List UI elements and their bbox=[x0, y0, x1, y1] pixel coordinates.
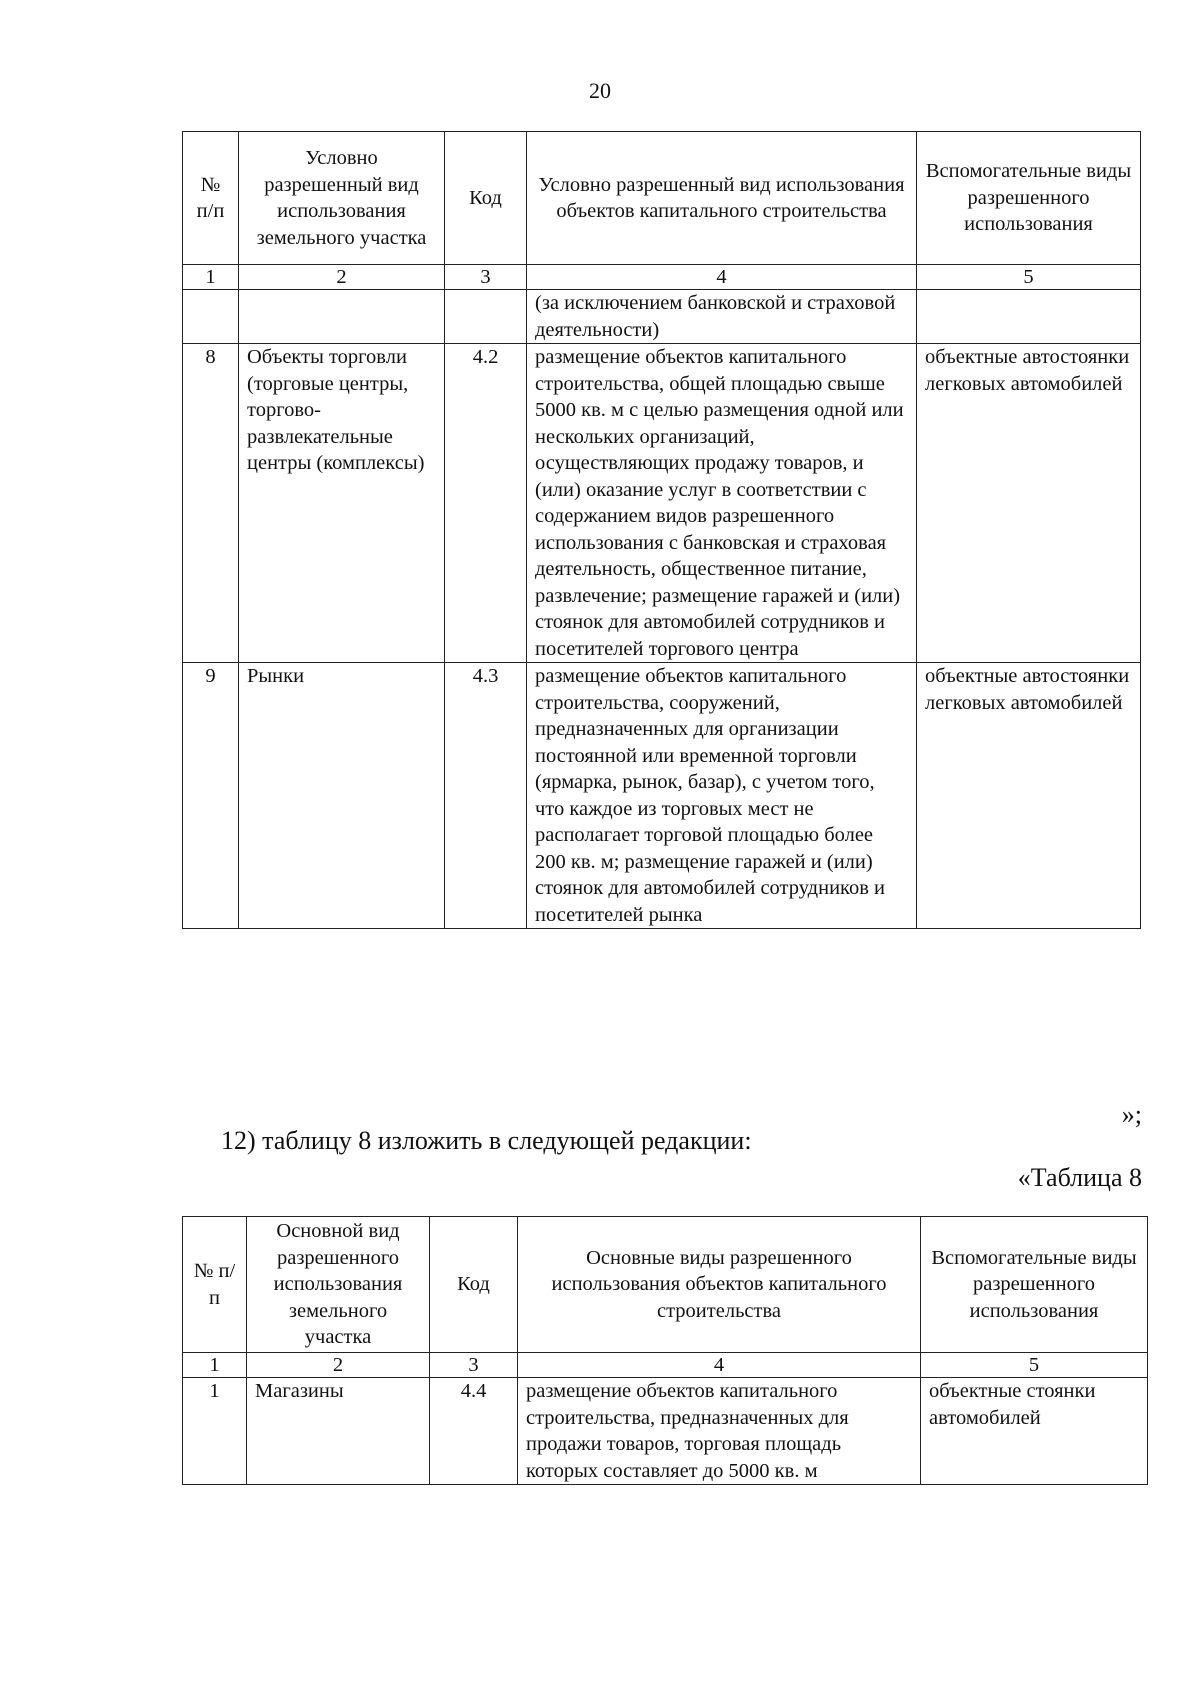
header-land-use: Условно разрешенный вид использования земельного участка bbox=[239, 132, 445, 265]
table-row bbox=[183, 344, 1141, 663]
table-row bbox=[183, 1378, 1148, 1485]
column-number: 4 bbox=[518, 1353, 921, 1378]
closing-quote: »; bbox=[1121, 1100, 1142, 1129]
header-num: № п/п bbox=[183, 1217, 247, 1353]
column-number: 5 bbox=[917, 265, 1141, 290]
continuation-text: (за исключением банковской и страховой деятельности) bbox=[527, 290, 917, 344]
header-num: № п/п bbox=[183, 132, 239, 265]
column-number: 5 bbox=[921, 1353, 1148, 1378]
header-auxiliary: Вспомогательные виды разрешенного использования bbox=[921, 1217, 1148, 1353]
zoning-table-conditional bbox=[182, 131, 1141, 929]
header-building-use: Условно разрешенный вид использования объектов капитального строительства bbox=[527, 132, 917, 265]
header-code: Код bbox=[445, 132, 527, 265]
table-caption: «Таблица 8 bbox=[1017, 1163, 1142, 1192]
row-land-use: Рынки bbox=[239, 663, 445, 929]
row-code: 4.3 bbox=[445, 663, 527, 929]
row-code: 4.4 bbox=[430, 1378, 518, 1485]
table-header-row bbox=[183, 132, 1141, 265]
row-land-use: Объекты торговли (торговые центры, торгово-развлекательные центры (комплексы) bbox=[239, 344, 445, 663]
row-code: 4.2 bbox=[445, 344, 527, 663]
table-row bbox=[183, 663, 1141, 929]
zoning-table-main bbox=[182, 1216, 1148, 1485]
column-number-row bbox=[183, 265, 1141, 290]
page-number: 20 bbox=[589, 78, 611, 103]
column-number: 1 bbox=[183, 265, 239, 290]
column-number: 4 bbox=[527, 265, 917, 290]
row-number: 1 bbox=[183, 1378, 247, 1485]
column-number: 2 bbox=[247, 1353, 430, 1378]
header-code: Код bbox=[430, 1217, 518, 1353]
column-number: 3 bbox=[445, 265, 527, 290]
row-number: 8 bbox=[183, 344, 239, 663]
row-description: размещение объектов капитального строительства, сооружений, предназначенных для организации постоянной или временной торговли (ярмарка, рынок, базар), с учетом того, что каждое из торговых мест не располагает торговой площадью более 200 кв. м; размещение гаражей и (или) стоянок для автомобилей сотрудников и посетителей рынка bbox=[527, 663, 917, 929]
row-land-use: Магазины bbox=[247, 1378, 430, 1485]
row-auxiliary: объектные автостоянки легковых автомобилей bbox=[917, 344, 1141, 663]
header-building-use: Основные виды разрешенного использования объектов капитального строительства bbox=[518, 1217, 921, 1353]
column-number: 2 bbox=[239, 265, 445, 290]
header-auxiliary: Вспомогательные виды разрешенного использования bbox=[917, 132, 1141, 265]
table-row-continuation bbox=[183, 290, 1141, 344]
row-description: размещение объектов капитального строительства, общей площадью свыше 5000 кв. м с целью размещения одной или нескольких организаций, осуществляющих продажу товаров, и (или) оказание услуг в соответствии с содержанием видов разрешенного использования с банковская и страховая деятельность, общественное питание, развлечение; размещение гаражей и (или) стоянок для автомобилей сотрудников и посетителей торгового центра bbox=[527, 344, 917, 663]
column-number: 3 bbox=[430, 1353, 518, 1378]
column-number: 1 bbox=[183, 1353, 247, 1378]
header-land-use: Основной вид разрешенного использования земельного участка bbox=[247, 1217, 430, 1353]
column-number-row bbox=[183, 1353, 1148, 1378]
row-number: 9 bbox=[183, 663, 239, 929]
row-auxiliary: объектные автостоянки легковых автомобилей bbox=[917, 663, 1141, 929]
row-description: размещение объектов капитального строительства, предназначенных для продажи товаров, торговая площадь которых составляет до 5000 кв. м bbox=[518, 1378, 921, 1485]
row-auxiliary: объектные стоянки автомобилей bbox=[921, 1378, 1148, 1485]
table-header-row bbox=[183, 1217, 1148, 1353]
amendment-instruction: 12) таблицу 8 изложить в следующей редакции: bbox=[221, 1126, 752, 1155]
